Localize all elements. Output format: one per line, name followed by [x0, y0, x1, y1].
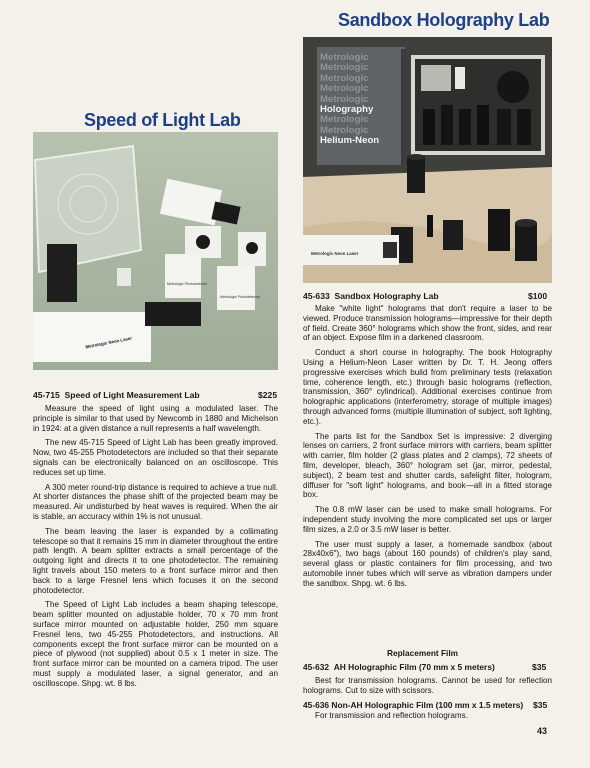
product-name: AH Holographic Film (70 mm x 5 meters) [333, 662, 495, 672]
book-line: Metrologic [320, 93, 369, 105]
film-price: $35 [532, 662, 547, 672]
speed-price: $225 [258, 390, 278, 400]
paragraph: The Speed of Light Lab includes a beam shaping telescope, beam splitter mounted on adjustable holder, 70 x 70 mm front surface mirror mounted on adjustable holder, 250 mm square Fresnel lens, two 45-255 Photodetectors, and instructions. All components except the front surface mirror can be mounted on a piece of plywood (not supplied) about 0.5 x 1 meter in size. The front surface mirror can be mounted on a camera tripod. The user must supply a modulated laser, a signal generator, and an oscilloscope. Shpg. wt. 8 lbs. [33, 600, 278, 688]
laser-label: Metrologic Neon Laser [84, 335, 133, 350]
paragraph: The beam leaving the laser is expanded by a collimating telescope so that it remains 15 mm in diameter throughout the entire path length. A beam splitter extracts a small percentage of the outgoing light and directs it to one photodetector. The remaining light travels about 150 meters to a front surface mirror and then back to a large Fresnel lens which focuses it on the second photodetector. [33, 526, 278, 595]
page-number: 43 [537, 726, 548, 736]
book-line: Metrologic [320, 52, 369, 63]
speed-of-light-heading: Speed of Light Lab [84, 110, 241, 130]
paragraph: Conduct a short course in holography. The book Holography Using a Helium-Neon Laser written by Dr. T. H. Jeong offers progressive exercises which build from preliminary tests (relaxation time, coherence length, etc.) through basic holograms (reflection, transmission, 360° cylindrical). Additional exercises continue from holographic applications (interferometry, storage of multiple images) through advanced forms (multiple illumination of subject, soft lighting, etc.). [303, 348, 552, 426]
laser-label: Metrologic Neon Laser [311, 251, 359, 256]
speed-of-light-photo [33, 132, 278, 370]
book-line: Holography [320, 104, 374, 116]
sandbox-description [303, 304, 552, 589]
catalog-number: 45-636 [303, 700, 330, 710]
book-line: Metrologic [320, 124, 369, 136]
book-cover-title [320, 53, 402, 147]
sandbox-caption [303, 291, 439, 301]
film-item-title [303, 700, 523, 710]
paragraph: Measure the speed of light using a modulated laser. The principle is similar to that used by Newcomb in 1880 and Michelson in 1924: at a given distance a null represents a half wavelength. [33, 404, 278, 433]
catalog-number: 45-632 [303, 662, 330, 672]
sandbox-holography-heading: Sandbox Holography Lab [338, 10, 550, 30]
product-name: Sandbox Holography Lab [334, 291, 439, 301]
product-name: Speed of Light Measurement Lab [64, 390, 200, 400]
paragraph: The parts list for the Sandbox Set is impressive: 2 diverging lenses on carriers, 2 front surface mirrors with carriers, beam splitter with carrier, film holder (2 glass plates and 2 clamps), 72 sheets of film, developer, bleach, 360° hologram set (jar, mirror, pedestal, subject), 2 beam test and shutter cards, safelight filter, hologram, diffuser for "soft light" holograms, and book—all in a fitted storage box. [303, 431, 552, 500]
holography-kit-photo [303, 37, 552, 283]
paragraph: The new 45-715 Speed of Light Lab has been greatly improved. Now, two 45-255 Photodetectors are included so that their separate signals can be electronically balanced on an oscilloscope. This reduces set up time. [33, 438, 278, 477]
catalog-number: 45-715 [33, 390, 60, 400]
film-description [303, 711, 552, 721]
film-item-title [303, 662, 495, 672]
paragraph: For transmission and reflection holograms. [315, 711, 468, 720]
detector-label: Metrologic Photodetector [220, 295, 260, 299]
book-line: Metrologic [320, 72, 369, 84]
paragraph: The user must supply a laser, a homemade sandbox (about 28x40x6"), two bags (about 160 pounds) of children's play sand, several glass or plastic containers for film processing, and two automobile inner tubes which will serve as vibration dampers under the sandbox. Shpg. wt. 6 lbs. [303, 539, 552, 588]
film-price: $35 [533, 700, 548, 710]
book-line: Metrologic [320, 62, 369, 74]
paragraph: Best for transmission holograms. Cannot be used for reflection holograms. Cut to size with scissors. [303, 676, 552, 695]
detector-label: Metrologic Photodetector [167, 282, 207, 286]
replacement-film-heading: Replacement Film [387, 648, 459, 658]
book-line: Helium-Neon [320, 135, 380, 147]
film-description [303, 676, 552, 696]
speed-description [33, 404, 278, 689]
paragraph: Make "white light" holograms that don't require a laser to be viewed. Produce transmission holograms—impressive for their depth of field. Create 360° holograms which show the front, sides, and rear of an object. Expose film in a darkened classroom. [303, 304, 552, 343]
book-line: Metrologic [320, 114, 369, 126]
paragraph: The 0.8 mW laser can be used to make small holograms. For independent study involving the more complicated set ups or larger film sizes, a 2.0 or 3.5 mW laser is better. [303, 505, 552, 534]
catalog-number: 45-633 [303, 291, 330, 301]
paragraph: A 300 meter round-trip distance is required to achieve a true null. At shorter distances the phase shift of the projected beam may be measured. Air undisturbed by heat waves is required. When the air is stable, an accuracy within 1% is not unusual. [33, 482, 278, 521]
sandbox-price: $100 [528, 291, 548, 301]
speed-of-light-illustration [33, 132, 278, 370]
speed-caption [33, 390, 200, 400]
book-line: Metrologic [320, 83, 369, 95]
product-name: Non-AH Holographic Film (100 mm x 1.5 meters) [331, 700, 524, 710]
